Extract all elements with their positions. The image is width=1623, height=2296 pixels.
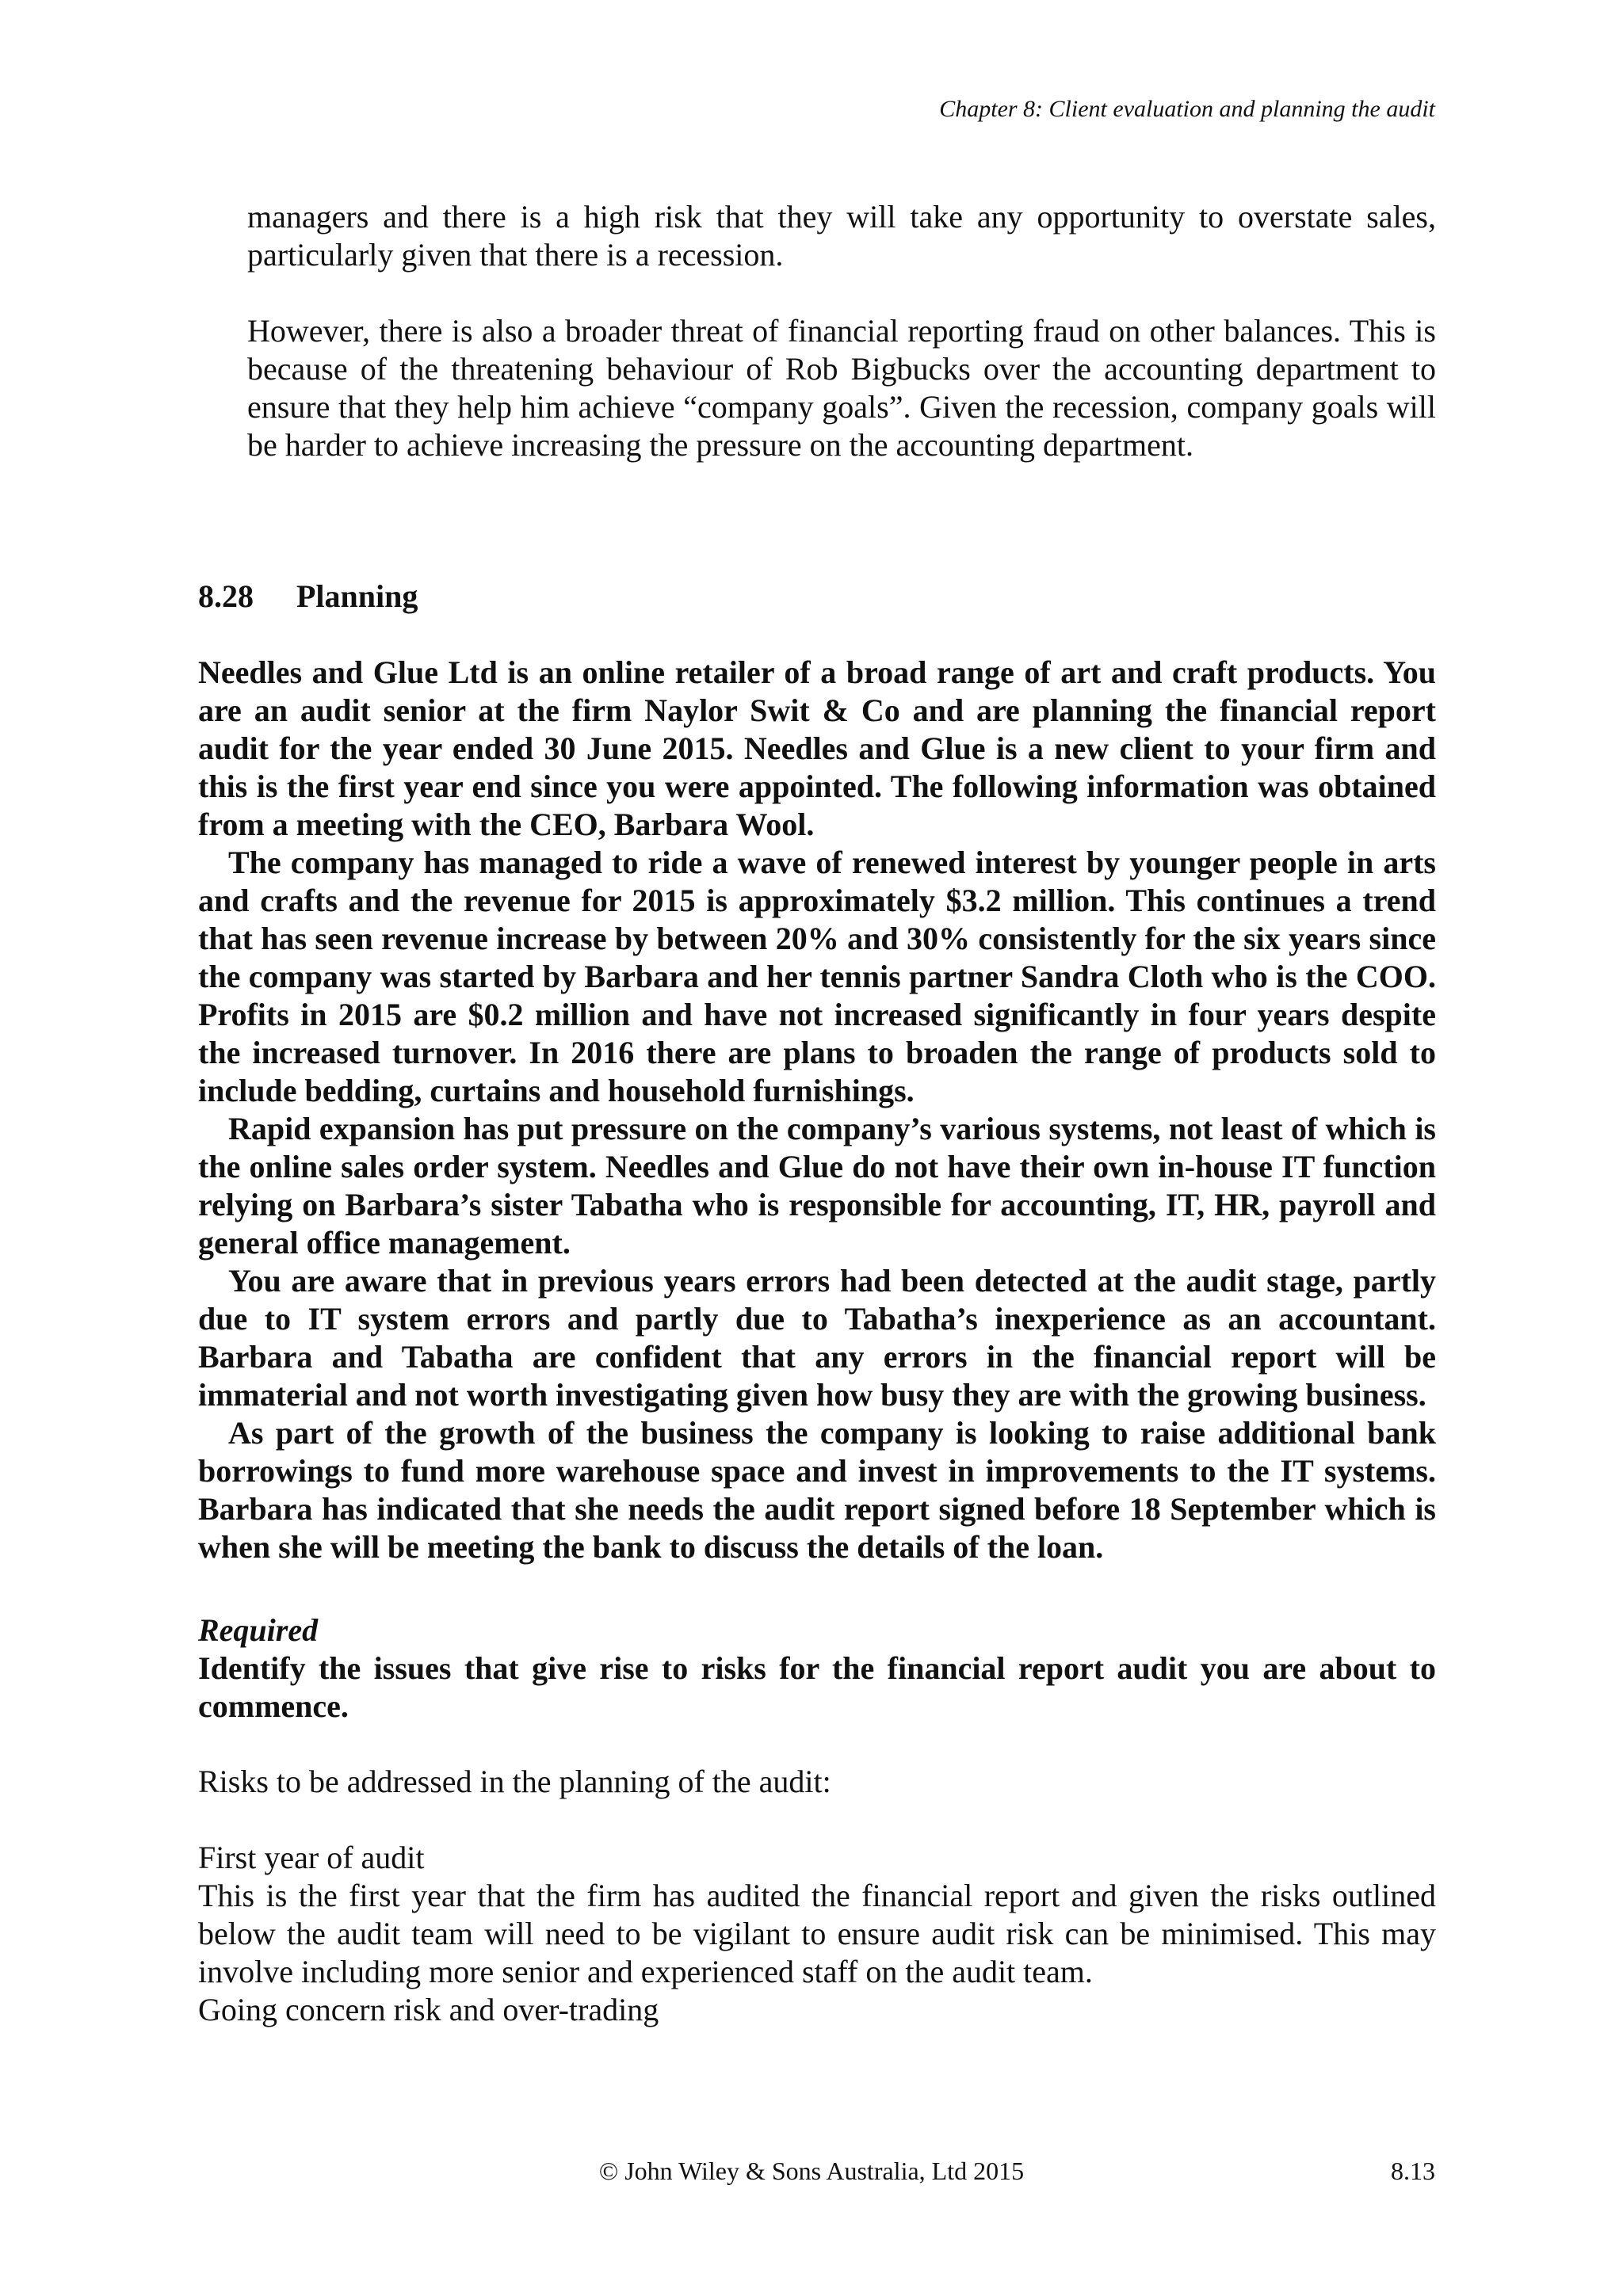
intro-paragraph-1: managers and there is a high risk that they will take any opportunity to overstate sales, particularly given that there is a recession. [247,199,1436,273]
section-heading [198,578,418,616]
answer-subheading-going-concern: Going concern risk and over-trading [198,1992,659,2027]
case-paragraph-5: As part of the growth of the business the company is looking to raise additional bank borrowings to fund more warehouse space and invest in improvements to the IT systems. Barbara has indicated that she needs the audit report signed before 18 September which is when she will be meeting the bank to discuss the details of the loan. [198,1415,1436,1565]
section-number: 8.28 [198,578,254,614]
footer-copyright: © John Wiley & Sons Australia, Ltd 2015 [598,2157,1025,2185]
answer-subheading-first-year: First year of audit [198,1840,425,1875]
case-study [198,654,1436,1566]
running-header: Chapter 8: Client evaluation and planning the audit [939,96,1435,122]
case-paragraph-1: Needles and Glue Ltd is an online retailer of a broad range of art and craft products. You are an audit senior at the firm Naylor Swit & Co and are planning the financial report audit for the year ended 30 June 2015. Needles and Glue is a new client to your firm and this is the first year end since you were appointed. The following information was obtained from a meeting with the CEO, Barbara Wool. [198,654,1436,842]
section-title: Planning [296,578,418,614]
page-number: 8.13 [1391,2157,1435,2185]
required-label: Required [198,1612,319,1648]
answer-text-first-year: This is the first year that the firm has audited the financial report and given the risks outlined below the audit team will need to be vigilant to ensure audit risk can be minimised. This may involve including more senior and experienced staff on the audit team. [198,1878,1436,1989]
case-paragraph-4: You are aware that in previous years errors had been detected at the audit stage, partly due to IT system errors and partly due to Tabatha’s inexperience as an accountant. Barbara and Tabatha are confident that any errors in the financial report will be immaterial and not worth investigating given how busy they are with the growing business. [198,1263,1436,1413]
case-paragraph-3: Rapid expansion has put pressure on the company’s various systems, not least of which is the online sales order system. Needles and Glue do not have their own in-house IT function relying on Barbara’s sister Tabatha who is responsible for accounting, IT, HR, payroll and general office management. [198,1111,1436,1261]
case-paragraph-2: The company has managed to ride a wave of renewed interest by younger people in arts and crafts and the revenue for 2015 is approximately $3.2 million. This continues a trend that has seen revenue increase by between 20% and 30% consistently for the six years since the company was started by Barbara and her tennis partner Sandra Cloth who is the COO. Profits in 2015 are $0.2 million and have not increased significantly in four years despite the increased turnover. In 2016 there are plans to broaden the range of products sold to include bedding, curtains and household furnishings. [198,845,1436,1108]
answer-intro: Risks to be addressed in the planning of the audit: [198,1764,831,1799]
intro-paragraph-2: However, there is also a broader threat of financial reporting fraud on other balances. This is because of the threatening behaviour of Rob Bigbucks over the accounting department to ensure that they help him achieve “company goals”. Given the recession, company goals will be harder to achieve increasing the pressure on the accounting department. [247,313,1436,463]
required-text: Identify the issues that give rise to risks for the financial report audit you are about to commence. [198,1650,1436,1724]
